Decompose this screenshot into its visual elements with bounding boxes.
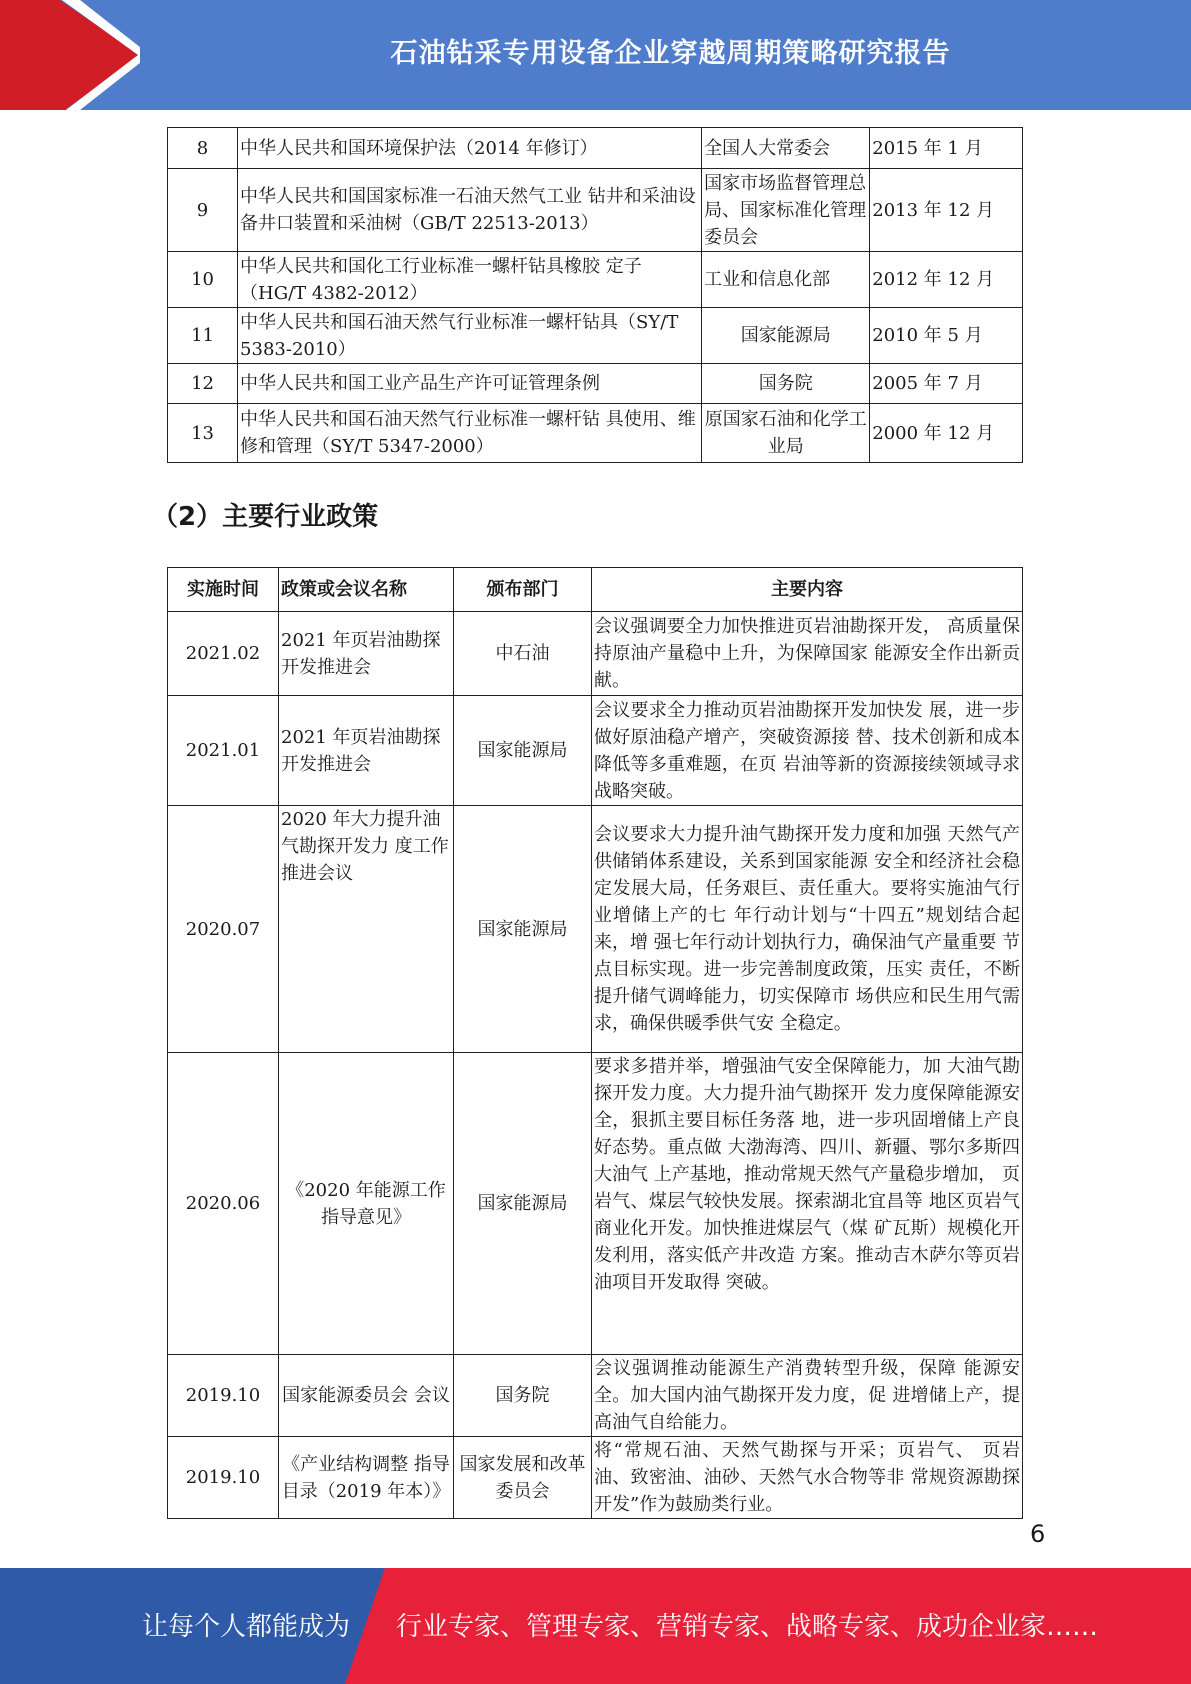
policy-name: 2021 年页岩油勘探开发推进会 bbox=[279, 612, 454, 696]
column-header-time: 实施时间 bbox=[168, 568, 279, 612]
policy-content: 会议要求全力推动页岩油勘探开发加快发 展，进一步做好原油稳产增产，突破资源接 替、技术创新和成本降低等多重难题，在页 岩油等新的资源接续领域寻求战略突破。 bbox=[592, 696, 1023, 806]
policy-content: 要求多措并举，增强油气安全保障能力，加 大油气勘探开发力度。大力提升油气勘探开 发力度保障能源安全，狠抓主要目标任务落 地，进一步巩固增储上产良好态势。重点做 大渤海湾、四川、新疆、鄂尔多斯四大油气 上产基地，推动常规天然气产量稳步增加， 页岩气、煤层气较快发展。探索湖北宜昌等 地区页岩气商业化开发。加快推进煤层气（煤 矿瓦斯）规模化开发利用，落实低产井改造 方案。推动吉木萨尔等页岩油项目开发取得 突破。 bbox=[592, 1053, 1023, 1355]
row-number: 11 bbox=[168, 308, 238, 364]
table-row bbox=[168, 169, 1023, 252]
law-date: 2015 年 1 月 bbox=[870, 128, 1023, 169]
law-date: 2012 年 12 月 bbox=[870, 252, 1023, 308]
policy-name: 2020 年大力提升油气勘探开发力 度工作推进会议 bbox=[279, 806, 454, 1053]
law-name: 中华人民共和国化工行业标准一螺杆钻具橡胶 定子（HG/T 4382-2012） bbox=[238, 252, 702, 308]
policy-dept: 国家能源局 bbox=[454, 1053, 592, 1355]
law-dept: 全国人大常委会 bbox=[702, 128, 870, 169]
table-row bbox=[168, 1437, 1023, 1519]
policy-name: 《2020 年能源工作指导意见》 bbox=[279, 1053, 454, 1355]
law-date: 2010 年 5 月 bbox=[870, 308, 1023, 364]
row-number: 8 bbox=[168, 128, 238, 169]
page-footer-band bbox=[0, 1568, 1191, 1684]
policy-dept: 中石油 bbox=[454, 612, 592, 696]
policy-content: 会议要求大力提升油气勘探开发力度和加强 天然气产供储销体系建设，关系到国家能源 安全和经济社会稳定发展大局，任务艰巨、责任重大。要将实施油气行业增储上产的七 年行动计划与“十四五”规划结合起来，增 强七年行动计划执行力，确保油气产量重要 节点目标实现。进一步完善制度政策，压实 责任，不断提升储气调峰能力，切实保障市 场供应和民生用气需求，确保供暖季供气安 全稳定。 bbox=[592, 806, 1023, 1053]
table-row bbox=[168, 1053, 1023, 1355]
section-title: （2）主要行业政策 bbox=[152, 502, 379, 532]
policy-dept: 国家能源局 bbox=[454, 806, 592, 1053]
row-number: 10 bbox=[168, 252, 238, 308]
footer-slogan-roles: 行业专家、管理专家、营销专家、战略专家、成功企业家…… bbox=[396, 1612, 1099, 1642]
page-header-band bbox=[0, 0, 1191, 110]
law-name: 中华人民共和国石油天然气行业标准一螺杆钻具（SY/T 5383-2010） bbox=[238, 308, 702, 364]
report-title: 石油钻采专用设备企业穿越周期策略研究报告 bbox=[390, 37, 951, 69]
law-date: 2000 年 12 月 bbox=[870, 404, 1023, 463]
table-row bbox=[168, 612, 1023, 696]
table-row bbox=[168, 308, 1023, 364]
law-name: 中华人民共和国工业产品生产许可证管理条例 bbox=[238, 364, 702, 404]
table-row bbox=[168, 128, 1023, 169]
policy-dept: 国家发展和改革委员会 bbox=[454, 1437, 592, 1519]
policy-time: 2020.06 bbox=[168, 1053, 279, 1355]
table-row bbox=[168, 1355, 1023, 1437]
table-row bbox=[168, 252, 1023, 308]
law-dept: 国家市场监督管理总局、国家标准化管理委员会 bbox=[702, 169, 870, 252]
column-header-dept: 颁布部门 bbox=[454, 568, 592, 612]
policy-table bbox=[167, 567, 1023, 1519]
row-number: 13 bbox=[168, 404, 238, 463]
policy-dept: 国务院 bbox=[454, 1355, 592, 1437]
policy-dept: 国家能源局 bbox=[454, 696, 592, 806]
policy-content: 会议强调推动能源生产消费转型升级，保障 能源安全。加大国内油气勘探开发力度，促 进增储上产，提高油气自给能力。 bbox=[592, 1355, 1023, 1437]
law-name: 中华人民共和国环境保护法（2014 年修订） bbox=[238, 128, 702, 169]
policy-name: 《产业结构调整 指导目录（2019 年本）》 bbox=[279, 1437, 454, 1519]
law-dept: 国务院 bbox=[702, 364, 870, 404]
table-row bbox=[168, 696, 1023, 806]
column-header-name: 政策或会议名称 bbox=[279, 568, 454, 612]
policy-time: 2019.10 bbox=[168, 1437, 279, 1519]
footer-slogan-lead: 让每个人都能成为 bbox=[142, 1612, 351, 1642]
policy-name: 国家能源委员会 会议 bbox=[279, 1355, 454, 1437]
row-number: 12 bbox=[168, 364, 238, 404]
table-header-row bbox=[168, 568, 1023, 612]
header-arrow-decoration bbox=[0, 0, 140, 110]
law-date: 2013 年 12 月 bbox=[870, 169, 1023, 252]
column-header-content: 主要内容 bbox=[592, 568, 1023, 612]
law-dept: 原国家石油和化学工业局 bbox=[702, 404, 870, 463]
law-name: 中华人民共和国石油天然气行业标准一螺杆钻 具使用、维修和管理（SY/T 5347-2000） bbox=[238, 404, 702, 463]
policy-time: 2021.02 bbox=[168, 612, 279, 696]
policy-time: 2021.01 bbox=[168, 696, 279, 806]
policy-time: 2020.07 bbox=[168, 806, 279, 1053]
row-number: 9 bbox=[168, 169, 238, 252]
table-row bbox=[168, 806, 1023, 1053]
policy-name: 2021 年页岩油勘探开发推进会 bbox=[279, 696, 454, 806]
law-name: 中华人民共和国国家标准一石油天然气工业 钻井和采油设备井口装置和采油树（GB/T 22513-2013） bbox=[238, 169, 702, 252]
law-dept: 工业和信息化部 bbox=[702, 252, 870, 308]
table-row bbox=[168, 364, 1023, 404]
laws-table bbox=[167, 127, 1023, 463]
policy-content: 将“常规石油、天然气勘探与开采；页岩气、 页岩油、致密油、油砂、天然气水合物等非 常规资源勘探开发”作为鼓励类行业。 bbox=[592, 1437, 1023, 1519]
law-date: 2005 年 7 月 bbox=[870, 364, 1023, 404]
law-dept: 国家能源局 bbox=[702, 308, 870, 364]
table-row bbox=[168, 404, 1023, 463]
page-number: 6 bbox=[1030, 1520, 1046, 1548]
policy-time: 2019.10 bbox=[168, 1355, 279, 1437]
policy-content: 会议强调要全力加快推进页岩油勘探开发， 高质量保持原油产量稳中上升，为保障国家 能源安全作出新贡献。 bbox=[592, 612, 1023, 696]
